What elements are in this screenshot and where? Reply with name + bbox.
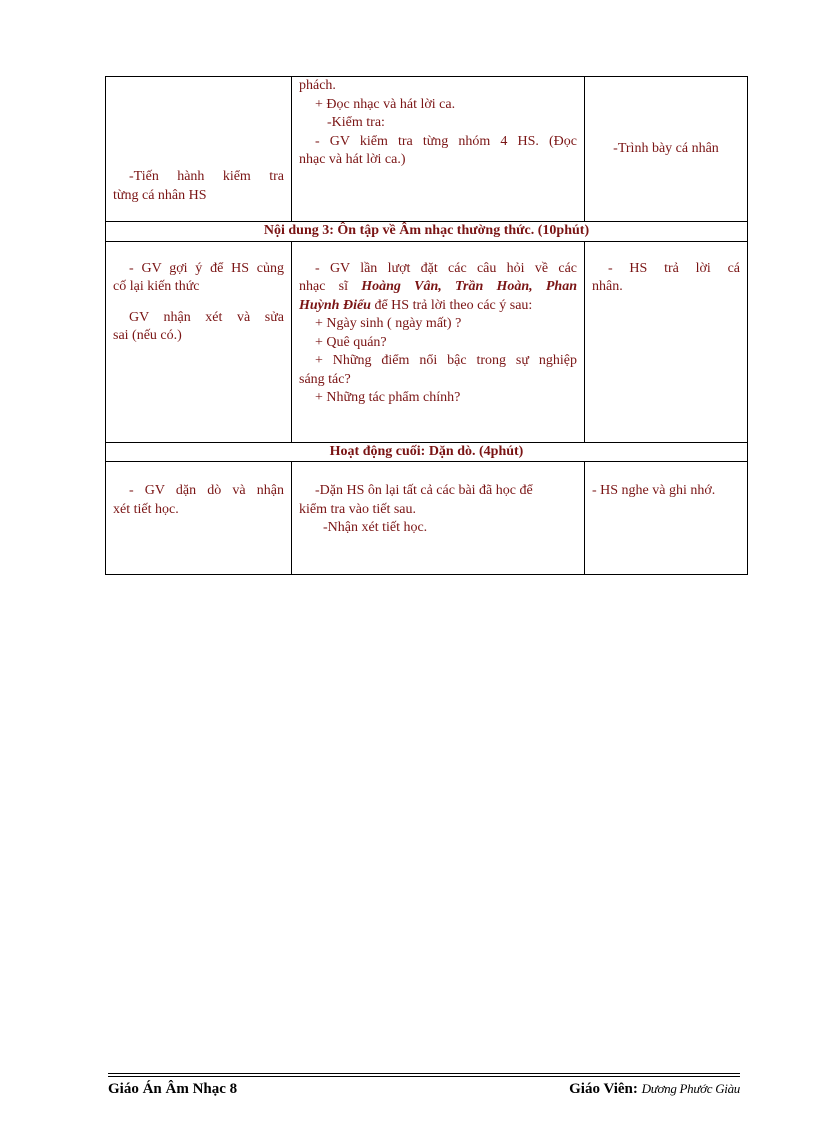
section-3-title: Nội dung 3: Ôn tập về Âm nhạc thường thức. (10phút) — [106, 222, 748, 242]
text-line: xét tiết học. — [113, 501, 179, 517]
content-cell — [292, 77, 585, 222]
content-cell — [292, 241, 585, 442]
student-activity-cell — [585, 77, 748, 222]
footer-row — [108, 1081, 740, 1098]
teacher-name: Dương Phước Giàu — [641, 1081, 740, 1096]
text-line: -Tiến hành kiểm tra — [129, 169, 284, 184]
section-header-row — [106, 442, 748, 462]
list-item: + Những điểm nổi bậc trong sự nghiệp — [315, 353, 577, 368]
list-item: + Những tác phẩm chính? — [315, 390, 461, 405]
text-line: + Đọc nhạc và hát lời ca. — [315, 96, 456, 112]
text-line — [299, 297, 577, 316]
page-footer — [108, 1073, 740, 1098]
text-line: - GV kiểm tra từng nhóm 4 HS. (Đọc — [315, 133, 577, 149]
table-row — [106, 77, 748, 222]
footer-divider — [108, 1076, 740, 1077]
text-line: - GV lần lượt đặt các câu hỏi về các — [315, 260, 577, 276]
text-line: -Trình bày cá nhân — [613, 140, 719, 156]
text-line — [299, 278, 577, 297]
section-header-row — [106, 222, 748, 242]
text-line: -Dặn HS ôn lại tất cả các bài đã học để — [315, 483, 533, 498]
list-item: + Ngày sinh ( ngày mất) ? — [315, 316, 462, 331]
list-item: + Quê quán? — [315, 334, 387, 350]
teacher-activity-cell — [106, 241, 292, 442]
text-line: - HS nghe và ghi nhớ. — [592, 483, 716, 498]
text-line: nhân. — [592, 279, 623, 294]
text-line: - HS trả lời cá — [608, 260, 740, 276]
student-activity-cell — [585, 241, 748, 442]
footer-teacher — [569, 1081, 740, 1098]
text-line: GV nhận xét và sửa — [129, 309, 284, 325]
final-activity-title: Hoạt động cuối: Dặn dò. (4phút) — [106, 442, 748, 462]
list-item: sáng tác? — [299, 371, 351, 387]
table-row — [106, 241, 748, 442]
table-row — [106, 462, 748, 575]
text-line: nhạc và hát lời ca.) — [299, 152, 406, 167]
teacher-label: Giáo Viên: — [569, 1081, 638, 1097]
text-line: - GV gợi ý để HS củng — [129, 260, 284, 276]
composer-names: Hoàng Vân, Trần Hoàn, Phan — [361, 279, 578, 294]
footer-divider — [108, 1073, 740, 1074]
text-span: để HS trả lời theo các ý sau: — [374, 297, 533, 313]
student-activity-cell — [585, 462, 748, 575]
text-line: từng cá nhân HS — [113, 187, 207, 203]
text-line: -Nhận xét tiết học. — [323, 520, 428, 535]
teacher-activity-cell — [106, 77, 292, 222]
text-line: kiểm tra vào tiết sau. — [299, 501, 417, 517]
teacher-activity-cell — [106, 462, 292, 575]
text-line: - GV dặn dò và nhận — [129, 483, 284, 498]
composer-names: Huỳnh Điểu — [299, 297, 371, 313]
lesson-plan-table — [105, 76, 748, 575]
text-line: -Kiểm tra: — [327, 115, 385, 130]
text-span: nhạc sĩ — [299, 279, 348, 294]
text-line: sai (nếu có.) — [113, 328, 182, 343]
text-line: phách. — [299, 78, 336, 93]
content-cell — [292, 462, 585, 575]
footer-title: Giáo Án Âm Nhạc 8 — [108, 1081, 238, 1097]
text-line: cố lại kiến thức — [113, 279, 200, 294]
